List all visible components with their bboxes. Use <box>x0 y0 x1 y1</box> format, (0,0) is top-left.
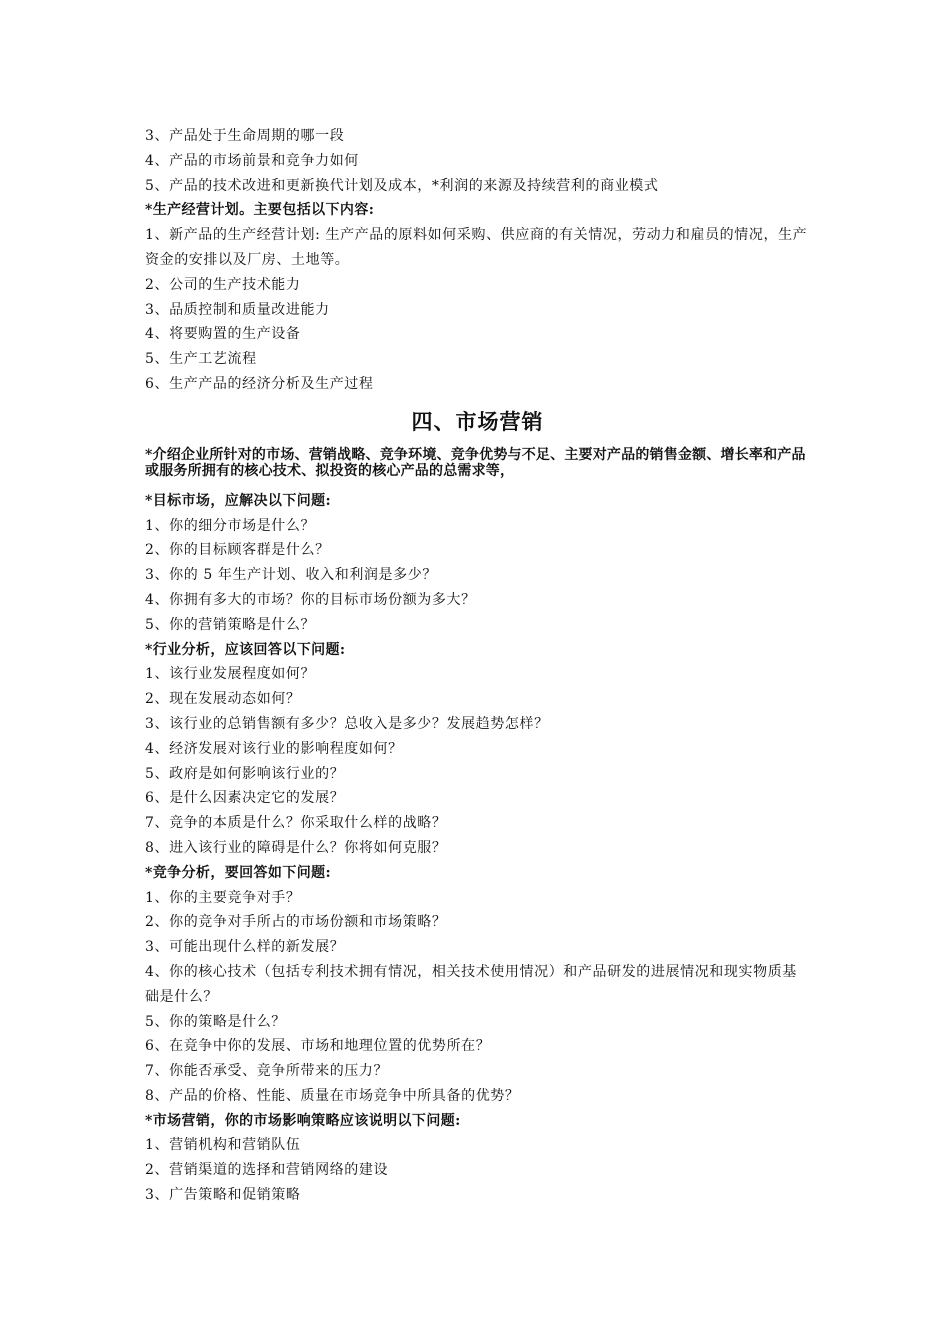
list-item: 5、政府是如何影响该行业的？ <box>145 765 345 782</box>
list-item: 1、你的细分市场是什么？ <box>145 517 316 534</box>
list-item: 1、新产品的生产经营计划: 生产产品的原料如何采购、供应商的有关情况，劳动力和雇员的情况，生产资金的安排以及厂房、土地等。 <box>145 227 808 268</box>
document-body <box>145 124 810 1208</box>
list-item: 3、你的 5 年生产计划、收入和利润是多少？ <box>145 567 437 584</box>
list-item: 3、品质控制和质量改进能力 <box>145 301 330 318</box>
target-market-header: *目标市场，应解决以下问题: <box>145 492 332 509</box>
list-item: 7、你能否承受、竞争所带来的压力？ <box>145 1063 389 1080</box>
list-item: 5、你的营销策略是什么？ <box>145 616 316 633</box>
list-item: 3、产品处于生命周期的哪一段 <box>145 128 345 144</box>
list-item: 6、生产产品的经济分析及生产过程 <box>145 375 374 392</box>
list-item: 2、现在发展动态如何？ <box>145 691 301 708</box>
list-item: 8、产品的价格、性能、质量在市场竞争中所具备的优势？ <box>145 1087 520 1104</box>
list-item: 3、广告策略和促销策略 <box>145 1187 301 1204</box>
competition-analysis-header: *竞争分析，要回答如下问题: <box>145 864 332 881</box>
list-item: 4、你拥有多大的市场？你的目标市场份额为多大？ <box>145 591 476 608</box>
section-intro: *介绍企业所针对的市场、营销战略、竞争环境、竞争优势与不足、主要对产品的销售金额、增长率和产品或服务所拥有的核心技术、拟投资的核心产品的总需求等， <box>145 446 806 479</box>
list-item: 2、你的竞争对手所占的市场份额和市场策略？ <box>145 914 447 931</box>
list-item: 3、可能出现什么样的新发展？ <box>145 939 345 956</box>
list-item: 1、你的主要竞争对手？ <box>145 889 301 906</box>
industry-analysis-header: *行业分析，应该回答以下问题: <box>145 641 346 658</box>
production-plan-header: *生产经营计划。主要包括以下内容: <box>145 202 375 219</box>
list-item: 7、竞争的本质是什么？你采取什么样的战略？ <box>145 815 447 832</box>
list-item: 1、该行业发展程度如何？ <box>145 666 316 683</box>
list-item: 5、产品的技术改进和更新换代计划及成本，*利润的来源及持续营利的商业模式 <box>145 177 659 194</box>
list-item: 6、在竞争中你的发展、市场和地理位置的优势所在？ <box>145 1038 491 1055</box>
list-item: 4、将要购置的生产设备 <box>145 326 301 343</box>
list-item: 4、产品的市场前景和竞争力如何 <box>145 152 359 169</box>
list-item: 6、是什么因素决定它的发展？ <box>145 790 345 807</box>
list-item: 2、公司的生产技术能力 <box>145 276 301 293</box>
list-item: 4、你的核心技术（包括专利技术拥有情况，相关技术使用情况）和产品研发的进展情况和现实物质基础是什么？ <box>145 963 797 1005</box>
list-item: 2、营销渠道的选择和营销网络的建设 <box>145 1162 389 1179</box>
list-item: 4、经济发展对该行业的影响程度如何？ <box>145 740 403 757</box>
list-item: 8、进入该行业的障碍是什么？你将如何克服？ <box>145 839 447 856</box>
list-item: 2、你的目标顾客群是什么？ <box>145 542 330 559</box>
list-item: 5、生产工艺流程 <box>145 351 257 368</box>
list-item: 3、该行业的总销售额有多少？总收入是多少？发展趋势怎样？ <box>145 715 549 732</box>
section-title: 四、市场营销 <box>411 408 544 434</box>
marketing-header: *市场营销，你的市场影响策略应该说明以下问题: <box>145 1112 461 1129</box>
list-item: 1、营销机构和营销队伍 <box>145 1137 301 1154</box>
list-item: 5、你的策略是什么？ <box>145 1013 286 1030</box>
